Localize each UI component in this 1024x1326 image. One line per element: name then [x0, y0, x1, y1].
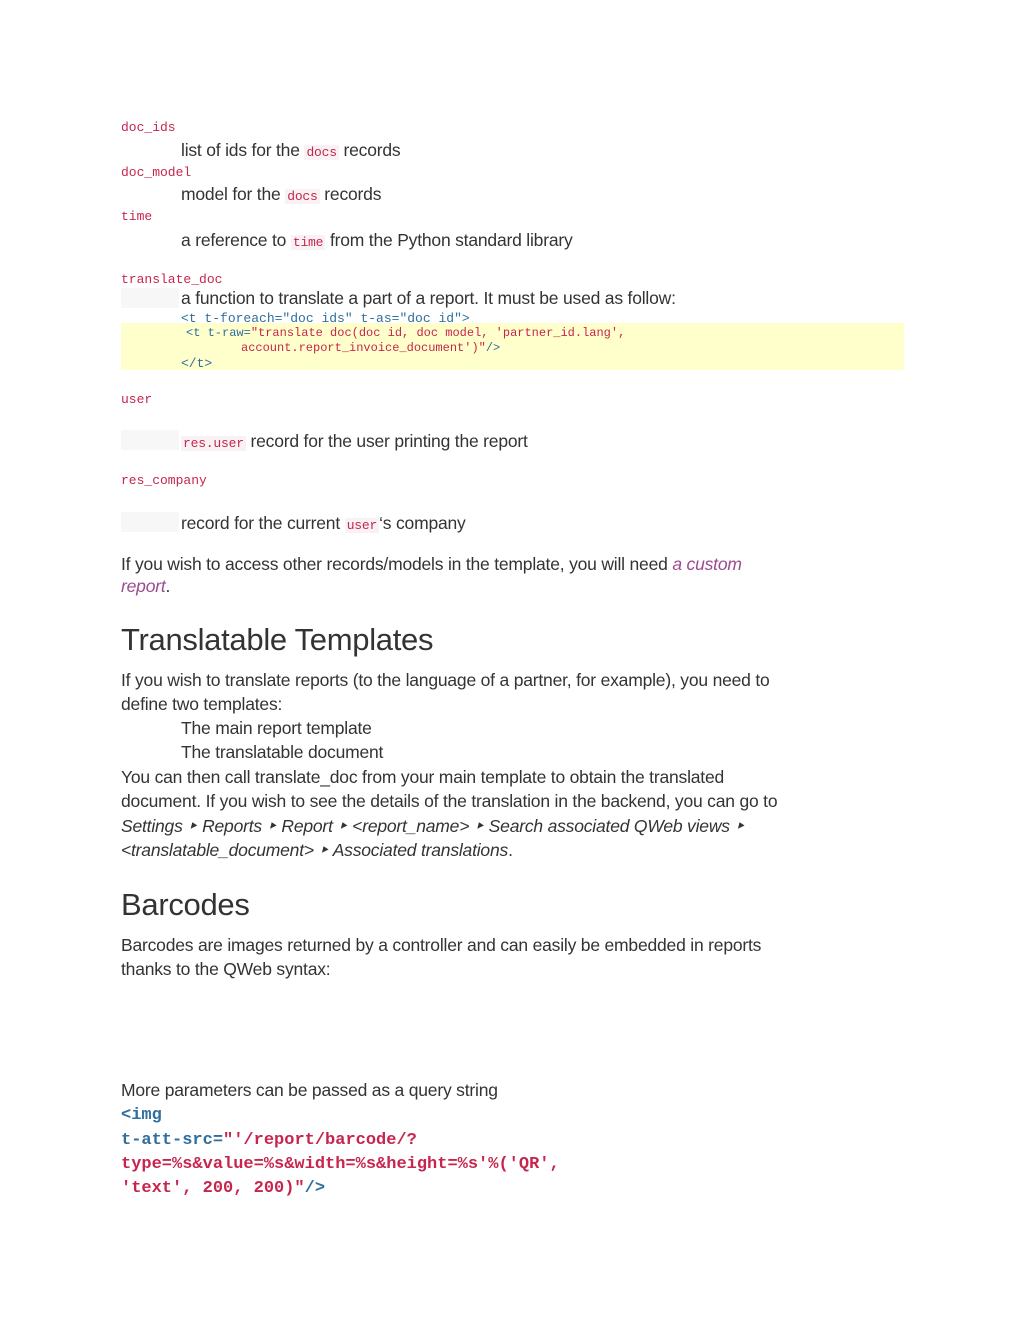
custom-report-paragraph — [121, 554, 742, 575]
term-res-company: res_company — [121, 473, 207, 488]
code-close: /> — [485, 341, 501, 355]
code-tag: <t — [181, 311, 197, 326]
code-attr: t-raw= — [207, 326, 251, 340]
desc-text: a reference to — [181, 230, 287, 250]
desc-text: model for the — [181, 184, 281, 204]
inline-code: docs — [287, 189, 318, 204]
heading-barcodes: Barcodes — [121, 887, 250, 922]
desc-doc-ids — [181, 140, 400, 161]
custom-report-paragraph-line2 — [121, 576, 170, 597]
desc-doc-model — [181, 184, 381, 205]
desc-text: records — [324, 184, 382, 204]
code-close: /> — [304, 1179, 326, 1198]
barcodes-params-text: More parameters can be passed as a query string — [121, 1080, 498, 1100]
barcodes-intro-line1: Barcodes are images returned by a controller and can easily be embedded in reports — [121, 935, 762, 955]
desc-time — [181, 230, 573, 251]
term-doc-model: doc_model — [121, 165, 192, 180]
barcode-code-line1: <img — [121, 1106, 162, 1125]
code-value: account.report_invoice_document')" — [241, 341, 486, 355]
term-doc-ids: doc_ids — [121, 120, 176, 135]
inline-code: user — [346, 518, 378, 533]
menu-path-line1: Settings ‣ Reports ‣ Report ‣ <report_name> ‣ Search associated QWeb views ‣ — [121, 816, 745, 836]
desc-translate-doc: a function to translate a part of a report. It must be used as follow: — [181, 288, 676, 308]
desc-user — [181, 431, 528, 452]
menu-path-text: <translatable_document> ‣ Associated translations — [121, 840, 509, 860]
list-item: The translatable document — [181, 742, 384, 762]
barcode-code-line3: type=%s&value=%s&width=%s&height=%s'%('QR', — [121, 1155, 560, 1174]
code-value: 'text', 200, 200)" — [121, 1179, 305, 1198]
inline-code: docs — [306, 145, 337, 160]
term-time: time — [121, 209, 153, 224]
term-user: user — [121, 392, 153, 407]
custom-report-link[interactable]: a custom — [672, 554, 742, 574]
inline-code: res.user — [183, 436, 244, 451]
menu-path-end: . — [508, 840, 513, 860]
code-line-2 — [186, 326, 625, 340]
code-tag: <t — [186, 326, 201, 340]
barcode-code-line2 — [121, 1131, 417, 1150]
desc-res-company — [181, 513, 466, 534]
desc-text: from the Python standard library — [329, 230, 573, 250]
gutter — [121, 430, 179, 450]
code-line-1 — [181, 311, 470, 326]
translatable-intro-line2: define two templates: — [121, 694, 283, 714]
desc-text: list of ids for the — [181, 140, 300, 160]
code-value: "'/report/barcode/? — [223, 1131, 417, 1150]
desc-text: record for the current — [181, 513, 341, 533]
code-attr: t-foreach="doc ids" t-as="doc id"> — [204, 311, 470, 326]
custom-report-link[interactable]: report — [121, 576, 166, 596]
menu-path-line2 — [121, 840, 513, 861]
term-translate-doc: translate_doc — [121, 272, 223, 287]
code-attr: t-att-src= — [121, 1131, 224, 1150]
desc-text: records — [343, 140, 401, 160]
translatable-intro-line1: If you wish to translate reports (to the language of a partner, for example), you need to — [121, 670, 770, 690]
translatable-para-line1: You can then call translate_doc from your main template to obtain the translated — [121, 767, 725, 787]
barcode-code-line4 — [121, 1179, 325, 1198]
desc-text: record for the user printing the report — [250, 431, 528, 451]
list-item: The main report template — [181, 718, 372, 738]
heading-translatable-templates: Translatable Templates — [121, 622, 434, 657]
code-line-3 — [241, 341, 500, 355]
gutter — [121, 288, 179, 308]
paragraph-text: . — [165, 576, 171, 596]
inline-code: time — [292, 235, 324, 250]
paragraph-text: If you wish to access other records/models in the template, you will need — [121, 554, 668, 574]
code-value: "translate doc(doc id, doc model, 'partner_id.lang', — [250, 326, 626, 340]
desc-text: ‘s company — [379, 513, 466, 533]
translatable-para-line2: document. If you wish to see the details of the translation in the backend, you can go to — [121, 791, 778, 811]
gutter — [121, 512, 179, 532]
code-line-4: </t> — [181, 356, 213, 371]
barcodes-intro-line2: thanks to the QWeb syntax: — [121, 959, 331, 979]
